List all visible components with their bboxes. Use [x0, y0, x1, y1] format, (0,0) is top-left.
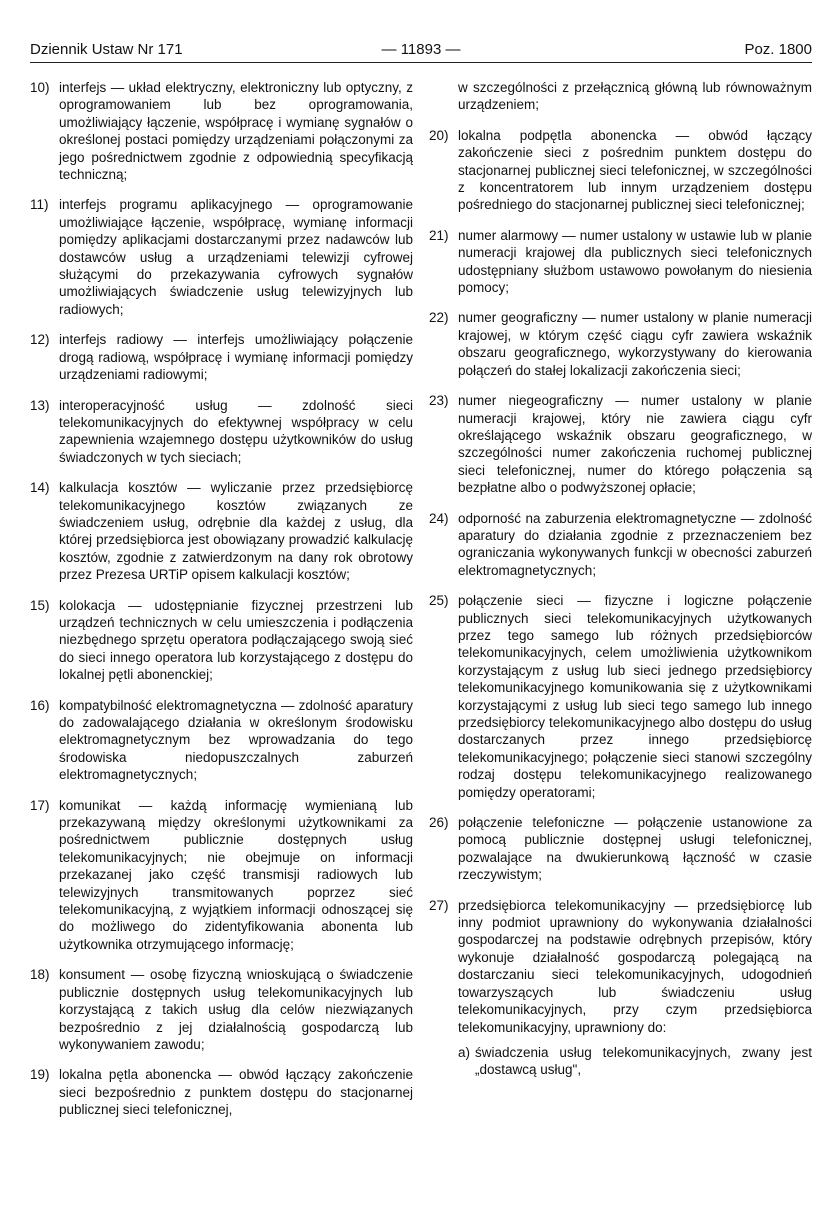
item-number: 12)	[30, 332, 50, 348]
position-number: Poz. 1800	[744, 41, 812, 58]
item-text: interoperacyjność usług — zdolność sieci telekomunikacyjnych do efektywnej współpracy w celu zapewnienia wzajemnego dostępu użytkowników do usług świadczonych w tych sieciach;	[59, 397, 413, 465]
item-text: przedsiębiorca telekomunikacyjny — przedsiębiorcę lub inny podmiot uprawniony do wykonywania działalności gospodarczej na podstawie odrębnych przepisów, który wykonuje działalność gospodarczą polegającą na dostarczaniu sieci telekomunikacyjnych, udogodnień towarzyszących lub świadczeniu usług telekomunikacyjnych, przy czym przedsiębiorca telekomunikacyjny, uprawniony do:	[458, 897, 812, 1035]
left-column	[30, 79, 413, 1132]
item-number: 19)	[30, 1067, 50, 1083]
journal-title: Dziennik Ustaw Nr 171	[30, 41, 183, 58]
definition-item-27	[429, 897, 812, 1079]
item-number: 17)	[30, 797, 50, 813]
definition-item-13	[30, 397, 413, 467]
item-number: 21)	[429, 227, 449, 243]
page-number: — 11893 —	[381, 41, 461, 58]
item-number: 16)	[30, 697, 50, 713]
item-text: w szczególności z przełącznicą główną lub równoważnym urządzeniem;	[458, 80, 812, 113]
item-text: kompatybilność elektromagnetyczna — zdolność aparatury do zadowalającego działania w określonym środowisku elektromagnetycznym bez wprowadzania do tego środowiska niedopuszczalnych zaburzeń elektromagnetycznych;	[59, 697, 413, 783]
item-text: numer niegeograficzny — numer ustalony w planie numeracji krajowej, który nie zawiera ciągu cyfr określającego wskaźnik obszaru geograficznego, w szczególności numer zakończenia ruchomej publicznej sieci telefonicznej, numer do którego połączenia są bezpłatne albo o podwyższonej opłacie;	[458, 393, 812, 496]
item-number: 23)	[429, 393, 449, 409]
definition-item-20	[429, 127, 812, 214]
sub-item-letter: a)	[458, 1044, 471, 1060]
item-text: konsument — osobę fizyczną wnioskującą o świadczenie publicznie dostępnych usług telekomunikacyjnych lub korzystającą z takich usług dla celów niezwiązanych bezpośrednio z jej działalnością gospodarczą lub wykonywaniem zawodu;	[59, 967, 413, 1052]
item-text: połączenie telefoniczne — połączenie ustanowione za pomocą publicznie dostępnej usługi telefonicznej, pozwalające na dwukierunkową łączność w czasie rzeczywistym;	[458, 815, 812, 883]
item-text: odporność na zaburzenia elektromagnetyczne — zdolność aparatury do działania zgodnie z przeznaczeniem bez ograniczania wykonywanych funkcji w obecności zaburzeń elektromagnetycznych;	[458, 510, 812, 578]
text-columns	[30, 79, 812, 1132]
definition-item-22	[429, 309, 812, 379]
definition-item-10	[30, 79, 413, 183]
definition-item-12	[30, 331, 413, 383]
item-text: kolokacja — udostępnianie fizycznej przestrzeni lub urządzeń technicznych w celu umieszczenia i podłączenia niezbędnego sprzętu operatora podłączającego swoją sieć do sieci innego operatora lub korzystającego z dostępu do lokalnej pętli abonenckiej;	[59, 597, 413, 683]
definition-item-25	[429, 592, 812, 801]
item-number: 18)	[30, 967, 50, 983]
item-text: interfejs — układ elektryczny, elektroniczny lub optyczny, z oprogramowaniem lub bez oprogramowania, umożliwiający łączenie, współpracę i wymianę sygnałów o określonej postaci pomiędzy urządzeniami połączonymi za jego pośrednictwem zgodnie z odpowiednią specyfikacją techniczną;	[59, 80, 413, 183]
item-number: 20)	[429, 127, 449, 143]
item-text: numer alarmowy — numer ustalony w ustawie lub w planie numeracji krajowej dla publicznych sieci telefonicznych udostępniany służbom ustawowo powołanym do niesienia pomocy;	[458, 227, 812, 296]
item-number: 13)	[30, 397, 50, 413]
item-number: 26)	[429, 815, 449, 831]
item-number: 25)	[429, 593, 449, 609]
sub-item-a	[458, 1044, 812, 1079]
item-number: 15)	[30, 597, 50, 613]
definition-item-23	[429, 392, 812, 496]
item-number: 11)	[30, 197, 49, 213]
definition-item-24	[429, 510, 812, 580]
item-number: 10)	[30, 80, 50, 95]
item-text: komunikat — każdą informację wymienianą lub przekazywaną między określonymi użytkownikami za pośrednictwem publicznie dostępnych usług telekomunikacyjnych; nie obejmuje on informacji przekazanej jako część transmisji radiowych lub telewizyjnych transmitowanych poprzez sieć telekomunikacyjną, z wyjątkiem informacji odnoszącej się do możliwego do zidentyfikowania abonenta lub użytkownika otrzymującego informację;	[59, 797, 413, 952]
item-number: 24)	[429, 510, 449, 526]
definition-item-15	[30, 597, 413, 684]
definition-item-18	[30, 966, 413, 1053]
definition-item-19-continuation	[429, 79, 812, 114]
page-header	[30, 40, 812, 63]
item-number: 27)	[429, 897, 449, 913]
definition-item-26	[429, 814, 812, 884]
right-column	[429, 79, 812, 1132]
item-number: 22)	[429, 310, 449, 326]
item-text: numer geograficzny — numer ustalony w planie numeracji krajowej, w którym część ciągu cyfr zawiera wskaźnik obszaru geograficznego, wykorzystywany do kierowania połączeń do stałej lokalizacji zakończenia sieci;	[458, 310, 812, 378]
definition-item-11	[30, 196, 413, 318]
item-text: interfejs radiowy — interfejs umożliwiający połączenie drogą radiową, współpracę i wymianę informacji pomiędzy urządzeniami radiowymi;	[59, 332, 413, 383]
definition-item-16	[30, 697, 413, 784]
item-text: interfejs programu aplikacyjnego — oprogramowanie umożliwiające łączenie, współpracę, wymianę informacji pomiędzy aplikacjami dostarczanymi przez nadawców lub dostawców usług a urządzeniami telewizji cyfrowej służącymi do przekazywania cyfrowych sygnałów umożliwiających świadczenie usług telewizyjnych lub radiowych;	[59, 197, 413, 317]
definition-item-19	[30, 1066, 413, 1118]
definition-item-14	[30, 479, 413, 583]
definition-item-21	[429, 227, 812, 297]
item-text: kalkulacja kosztów — wyliczanie przez przedsiębiorcę telekomunikacyjnego kosztów związanych ze świadczeniem usług, odrębnie dla każdej z usług, dla której przedsiębiorca jest obowiązany prowadzić kalkulację kosztów, zgodnie z zatwierdzonym na dany rok obrotowy przez Prezesa URTiP opisem kalkulacji kosztów;	[59, 480, 413, 583]
sub-item-text: świadczenia usług telekomunikacyjnych, zwany jest „dostawcą usług",	[475, 1044, 812, 1078]
definition-item-17	[30, 797, 413, 954]
item-text: połączenie sieci — fizyczne i logiczne połączenie publicznych sieci telekomunikacyjnych użytkowanych przez tego samego lub różnych przedsiębiorców telekomunikacyjnych, celem umożliwienia użytkownikom korzystającym z usług lub sieci jednego przedsiębiorcy telekomunikacyjnego komunikowania się z użytkownikami korzystającymi z usług lub sieci tego samego lub innego przedsiębiorcy telekomunikacyjnego albo dostępu do usług dostarczanych przez innego przedsiębiorcę telekomunikacyjnego; połączenie sieci stanowi szczególny rodzaj dostępu telekomunikacyjnego realizowanego pomiędzy operatorami;	[458, 593, 812, 800]
item-number: 14)	[30, 480, 50, 496]
item-text: lokalna pętla abonencka — obwód łączący zakończenie sieci bezpośrednio z punktem dostępu do stacjonarnej publicznej sieci telefonicznej,	[59, 1067, 413, 1118]
item-text: lokalna podpętla abonencka — obwód łączący zakończenie sieci z pośrednim punktem dostępu do stacjonarnej publicznej sieci telefonicznej, w szczególności z koncentratorem lub innym urządzeniem dostępu pośredniego do stacjonarnej publicznej sieci telefonicznej;	[458, 127, 812, 213]
